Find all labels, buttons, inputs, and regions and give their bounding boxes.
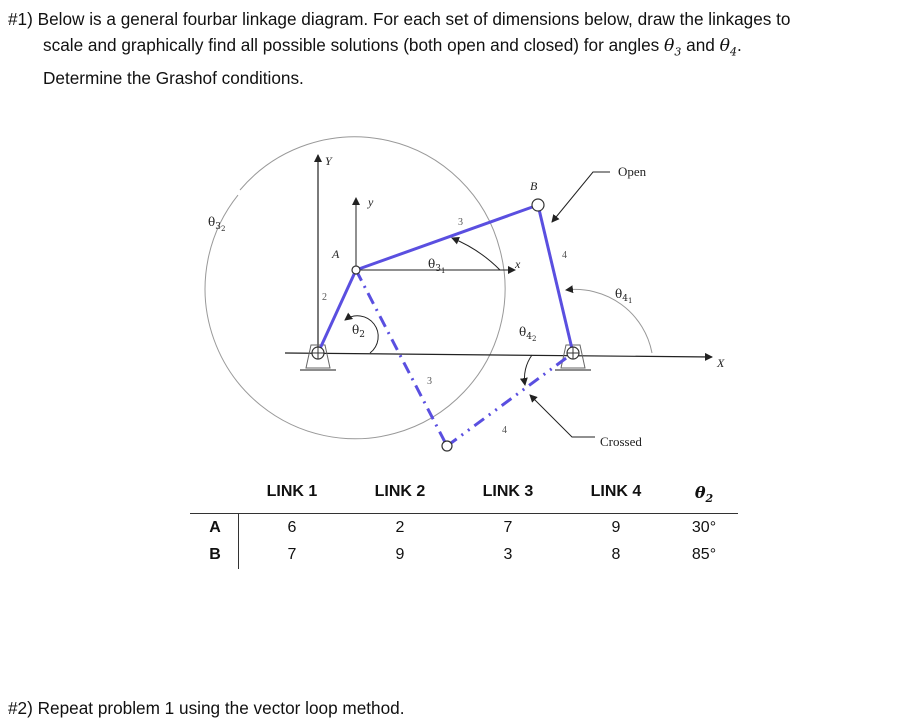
theta-2-label: $\theta_2$ (352, 323, 365, 340)
table-header-divider (190, 513, 738, 514)
theta-4-symbol: $\theta_4$ (719, 36, 737, 59)
label-B: B (530, 179, 538, 193)
theta-3-1-arc (452, 238, 500, 270)
cell-a-link-4: 9 (611, 519, 621, 536)
header-link-3: LINK 3 (482, 483, 534, 500)
link-3-open (356, 205, 538, 270)
cell-b-link-2: 9 (395, 546, 405, 563)
link-3-crossed (356, 270, 447, 446)
header-link-2: LINK 2 (374, 483, 426, 500)
theta-3-symbol: $\theta_3$ (664, 36, 682, 59)
joint-b-open (532, 199, 544, 211)
label-A: A (332, 247, 340, 261)
theta-3-1-label: $\theta_31$ (428, 257, 446, 275)
cell-b-link-4: 8 (611, 546, 621, 563)
label-X: X (717, 356, 725, 370)
label-x: x (515, 257, 521, 271)
header-link-4: LINK 4 (590, 483, 642, 500)
joint-a (352, 266, 360, 274)
cell-b-link-1: 7 (287, 546, 297, 563)
theta-4-2-arc (524, 355, 532, 385)
link-4-crossed-label: 4 (502, 425, 507, 436)
link-2-label: 2 (322, 292, 327, 303)
problem-1-line-1: #1) Below is a general fourbar linkage diagram. For each set of dimensions below, draw the linkages to (8, 9, 791, 29)
label-open: Open (618, 164, 647, 179)
link-4-crossed (447, 353, 573, 446)
cell-a-theta-2: 30° (691, 519, 717, 536)
header-link-1: LINK 1 (266, 483, 318, 500)
row-label-a: A (209, 519, 221, 536)
problem-2-statement: #2) Repeat problem 1 using the vector loop method. (8, 698, 405, 718)
label-crossed: Crossed (600, 434, 642, 449)
row-label-b: B (209, 546, 221, 563)
cell-b-theta-2: 85° (691, 546, 717, 563)
problem-1-line-2: scale and graphically find all possible solutions (both open and closed) for angles $\theta_3$ and $\theta_4$. (43, 35, 742, 59)
link-3-open-label: 3 (458, 217, 463, 228)
cell-a-link-2: 2 (395, 519, 405, 536)
cell-a-link-1: 6 (287, 519, 297, 536)
table-row (190, 519, 750, 543)
cell-a-link-3: 7 (503, 519, 513, 536)
problem-1-line-3: Determine the Grashof conditions. (43, 68, 304, 89)
label-Y: Y (325, 154, 332, 168)
joint-b-crossed (442, 441, 452, 451)
theta-4-2-label: $\theta_42$ (519, 325, 537, 343)
link-3-crossed-label: 3 (427, 376, 432, 387)
crossed-leader (530, 395, 595, 437)
link-4-open (538, 205, 573, 353)
table-header-row (190, 483, 750, 507)
label-y: y (368, 195, 374, 209)
theta-4-1-arc (566, 289, 652, 353)
table-row (190, 546, 750, 570)
cell-b-link-3: 3 (503, 546, 513, 563)
theta-4-1-label: $\theta_41$ (615, 287, 633, 305)
header-theta-2: $\theta_2$ (694, 483, 714, 506)
link-4-open-label: 4 (562, 250, 567, 261)
x-axis (285, 353, 712, 357)
theta-3-2-label: $\theta_32$ (208, 215, 226, 233)
link-2 (318, 270, 356, 353)
open-leader (552, 172, 610, 222)
